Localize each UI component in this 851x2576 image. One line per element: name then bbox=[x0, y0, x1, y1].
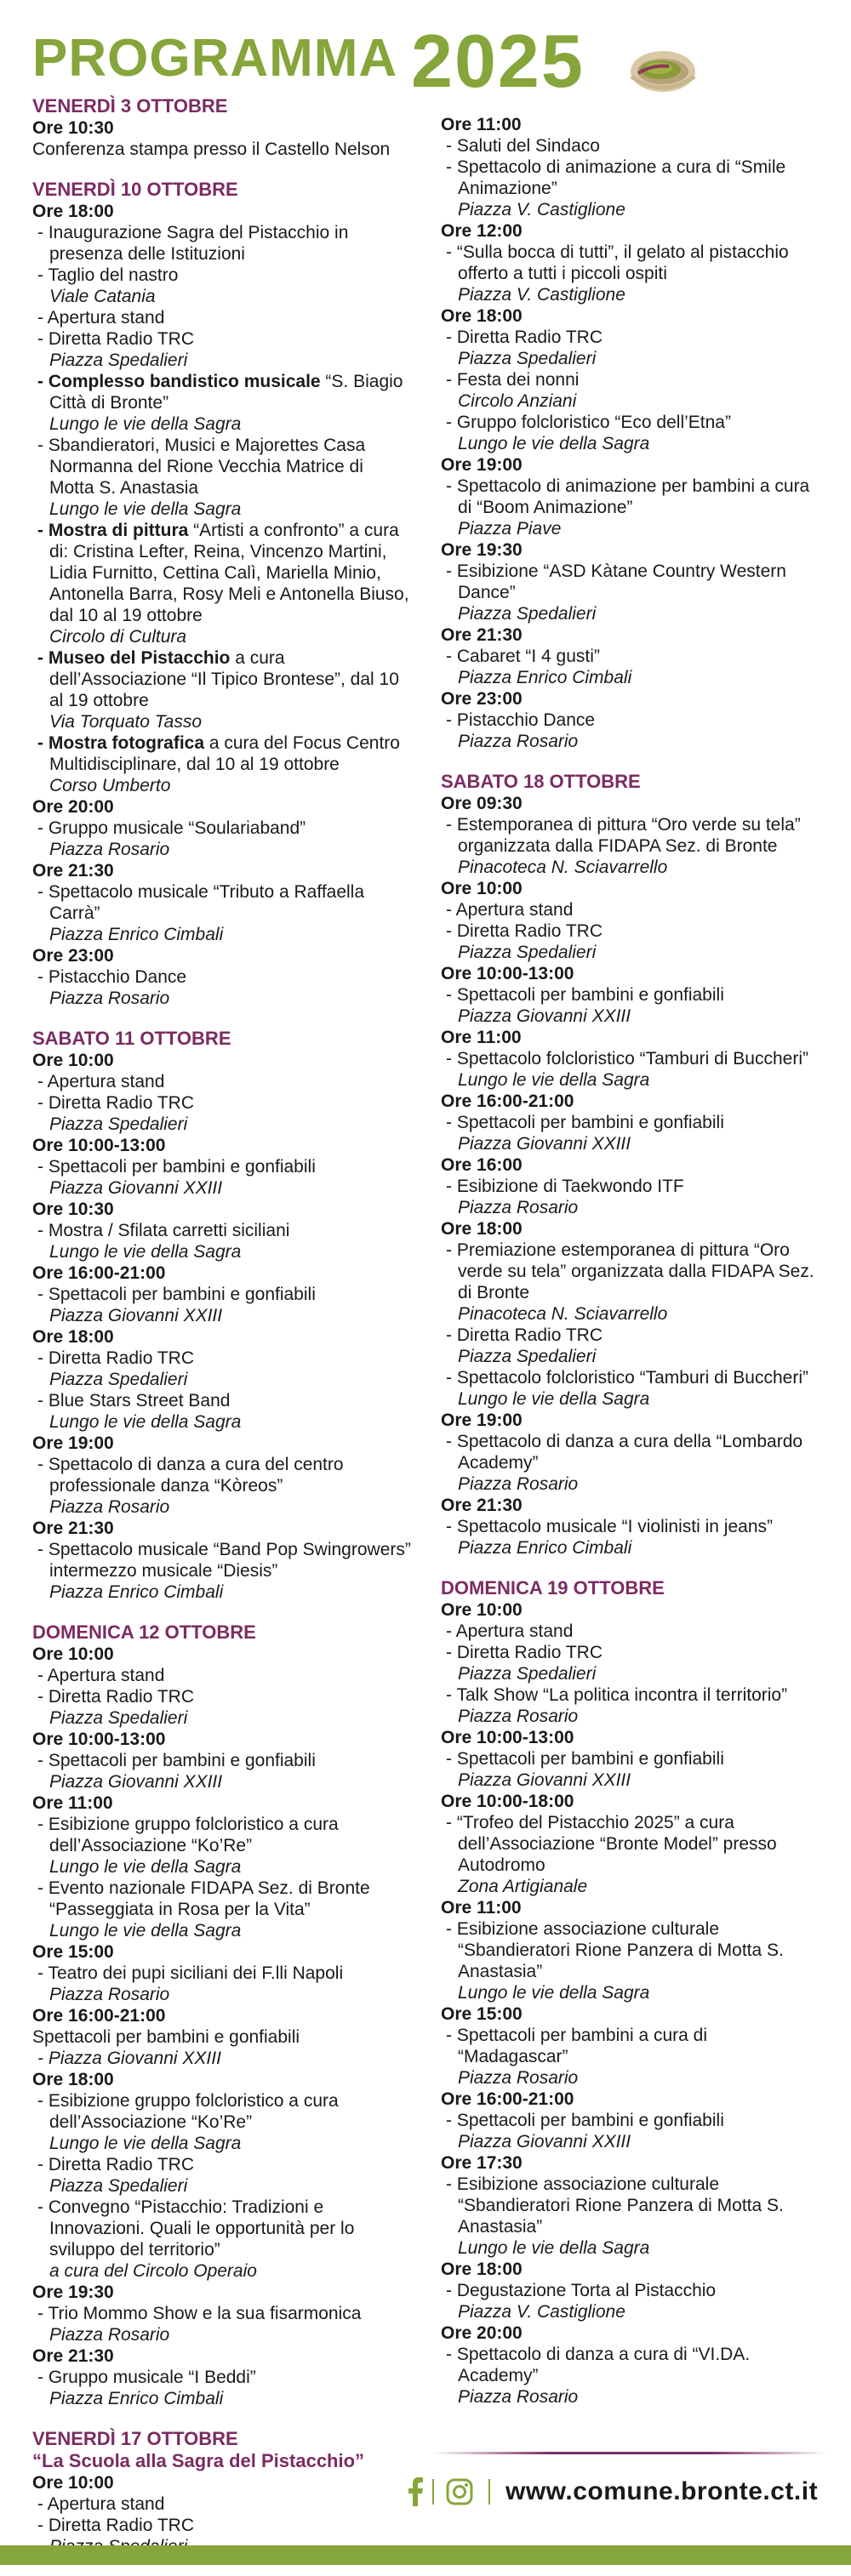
event-location: Piazza Giovanni XXIII bbox=[458, 1006, 631, 1026]
event-time: Ore 21:30 bbox=[32, 1519, 114, 1538]
event-location: Lungo le vie della Sagra bbox=[458, 1983, 650, 2003]
event-item: - Spettacoli per bambini e gonfiabili bbox=[446, 1113, 724, 1132]
event-location: Piazza Giovanni XXIII bbox=[458, 2132, 631, 2151]
event-location: Lungo le vie della Sagra bbox=[458, 434, 650, 453]
event-item: - Esibizione associazione culturale “Sbandieratori Rione Panzera di Motta S. Anastasia” bbox=[446, 2174, 784, 2237]
event-item: - Esibizione gruppo folcloristico a cura dell’Associazione “Ko’Re” bbox=[37, 2091, 339, 2132]
event-item: - Spettacoli per bambini e gonfiabili bbox=[446, 985, 724, 1005]
event-item: - Saluti del Sindaco bbox=[446, 136, 600, 156]
day-heading: VENERDÌ 3 OTTOBRE bbox=[32, 95, 228, 117]
event-time: Ore 18:00 bbox=[32, 202, 114, 221]
event-time: Ore 11:00 bbox=[441, 115, 522, 134]
day-subtitle: “La Scuola alla Sagra del Pistacchio” bbox=[32, 2450, 365, 2471]
event-time: Ore 20:00 bbox=[32, 797, 114, 817]
event-location: Pinacoteca N. Sciavarrello bbox=[458, 1304, 668, 1324]
instagram-icon[interactable] bbox=[446, 2478, 473, 2505]
event-time: Ore 17:30 bbox=[441, 2153, 523, 2173]
event-item: - Gruppo musicale “Soulariaband” bbox=[37, 818, 306, 838]
event-time: Ore 19:00 bbox=[32, 1433, 114, 1453]
right-column bbox=[441, 114, 820, 2426]
event-item: - Diretta Radio TRC bbox=[37, 2155, 194, 2174]
page-year: 2025 bbox=[411, 19, 585, 103]
footer-separator bbox=[432, 2479, 434, 2505]
day-heading: VENERDÌ 17 OTTOBRE bbox=[32, 2428, 238, 2449]
event-time: Ore 10:00-13:00 bbox=[441, 964, 574, 983]
event-time: Ore 10:00 bbox=[32, 1051, 114, 1070]
event-location: Lungo le vie della Sagra bbox=[458, 1389, 650, 1409]
facebook-icon[interactable] bbox=[407, 2477, 424, 2506]
event-location: Piazza Enrico Cimbali bbox=[49, 925, 224, 944]
event-location: Lungo le vie della Sagra bbox=[458, 2238, 650, 2258]
day-section bbox=[441, 771, 820, 1559]
event-item: - Diretta Radio TRC bbox=[446, 1643, 603, 1662]
left-column bbox=[32, 95, 411, 2576]
event-location: Piazza Rosario bbox=[49, 840, 170, 859]
event-item: - Piazza Giovanni XXIII bbox=[37, 2049, 221, 2068]
event-item: - Trio Mommo Show e la sua fisarmonica bbox=[37, 2304, 362, 2323]
day-section bbox=[32, 1028, 411, 1603]
event-highlight: - Complesso bandistico musicale bbox=[37, 372, 321, 391]
event-item: - Diretta Radio TRC bbox=[37, 1687, 194, 1707]
event-text: a cura dell’Associazione “Il Tipico Brontese”, dal 10 al 19 ottobre bbox=[49, 648, 399, 710]
event-time: Ore 11:00 bbox=[441, 1028, 522, 1047]
event-time: Ore 18:00 bbox=[441, 2260, 523, 2279]
event-highlight: - Mostra fotografica bbox=[37, 733, 205, 753]
event-location: Lungo le vie della Sagra bbox=[49, 1242, 242, 1262]
event-time: Ore 16:00 bbox=[441, 1155, 523, 1175]
event-time: Ore 09:30 bbox=[441, 794, 523, 813]
event-item: - Spettacoli per bambini e gonfiabili bbox=[446, 2111, 724, 2130]
event-item bbox=[32, 647, 411, 711]
event-time: Ore 11:00 bbox=[441, 1898, 522, 1918]
event-item: - Spettacolo di danza a cura di “VI.DA. Academy” bbox=[446, 2345, 751, 2385]
event-location: Piazza Rosario bbox=[458, 1474, 579, 1494]
event-item: - Apertura stand bbox=[446, 900, 574, 920]
event-time: Ore 23:00 bbox=[441, 689, 523, 709]
event-item: - Spettacoli per bambini e gonfiabili bbox=[37, 1157, 316, 1177]
event-time: Ore 10:00 bbox=[32, 2473, 114, 2493]
event-time: Ore 18:00 bbox=[32, 2070, 114, 2089]
event-text: “S. Biagio Città di Bronte” bbox=[49, 372, 403, 413]
event-location: Lungo le vie della Sagra bbox=[49, 499, 242, 519]
event-highlight: - Mostra di pittura bbox=[37, 521, 189, 540]
event-location: Piazza V. Castiglione bbox=[458, 200, 625, 219]
event-location: Lungo le vie della Sagra bbox=[49, 1921, 242, 1941]
event-location: Lungo le vie della Sagra bbox=[49, 1857, 242, 1877]
event-item: - Talk Show “La politica incontra il territorio” bbox=[446, 1685, 788, 1705]
event-location: Piazza V. Castiglione bbox=[458, 2302, 625, 2322]
event-time: Ore 19:00 bbox=[441, 455, 523, 475]
event-time: Ore 10:00-13:00 bbox=[32, 1730, 166, 1749]
day-section bbox=[32, 1621, 411, 2409]
event-item: Spettacoli per bambini e gonfiabili bbox=[32, 2027, 300, 2047]
event-item: - Spettacoli per bambini e gonfiabili bbox=[37, 1285, 316, 1304]
event-time: Ore 10:30 bbox=[32, 1200, 114, 1219]
website-link[interactable]: www.comune.bronte.ct.it bbox=[505, 2477, 819, 2505]
day-heading: VENERDÌ 10 OTTOBRE bbox=[32, 179, 238, 200]
event-location: Piazza Enrico Cimbali bbox=[458, 1538, 632, 1558]
event-location: Piazza Giovanni XXIII bbox=[49, 1178, 223, 1198]
event-location: Piazza Spedalieri bbox=[49, 350, 188, 370]
event-time: Ore 15:00 bbox=[441, 2004, 523, 2024]
event-time: Ore 21:30 bbox=[441, 1496, 523, 1515]
event-time: Ore 16:00-21:00 bbox=[441, 1091, 574, 1111]
event-time: Ore 18:00 bbox=[32, 1327, 114, 1347]
event-item: - Spettacolo di danza a cura della “Lombardo Academy” bbox=[446, 1432, 803, 1473]
event-location: Piazza Rosario bbox=[458, 1707, 579, 1726]
event-item: - Spettacolo musicale “I violinisti in jeans” bbox=[446, 1517, 773, 1536]
event-item: - Spettacolo di danza a cura del centro professionale danza “Kòreos” bbox=[37, 1455, 344, 1496]
event-item: - Esibizione associazione culturale “Sbandieratori Rione Panzera di Motta S. Anastasia” bbox=[446, 1919, 784, 1981]
event-item: - Diretta Radio TRC bbox=[446, 921, 603, 941]
event-item: - Taglio del nastro bbox=[37, 265, 179, 285]
event-time: Ore 10:00 bbox=[441, 1600, 523, 1620]
event-location: Piazza V. Castiglione bbox=[458, 285, 625, 305]
event-location: Piazza Piave bbox=[458, 519, 562, 539]
event-item: - Diretta Radio TRC bbox=[446, 1325, 603, 1345]
event-location: Piazza Rosario bbox=[49, 1985, 170, 2004]
day-section bbox=[32, 179, 411, 1009]
event-item: - Spettacolo di animazione a cura di “Smile Animazione” bbox=[446, 157, 786, 198]
event-item: - Sbandieratori, Musici e Majorettes Casa Normanna del Rione Vecchia Matrice di Motta S. Anastasia bbox=[37, 436, 366, 498]
event-location: Piazza Rosario bbox=[458, 732, 579, 751]
event-location: Zona Artigianale bbox=[458, 1877, 588, 1896]
event-item: - Apertura stand bbox=[37, 2494, 165, 2514]
day-section bbox=[32, 2428, 411, 2557]
event-item: - “Sulla bocca di tutti”, il gelato al pistacchio offerto a tutti i piccoli ospiti bbox=[446, 242, 789, 283]
event-item: - Degustazione Torta al Pistacchio bbox=[446, 2281, 717, 2300]
event-time: Ore 10:00-18:00 bbox=[441, 1792, 574, 1811]
event-item: - Esibizione di Taekwondo ITF bbox=[446, 1177, 684, 1196]
event-item: - Teatro dei pupi siciliani dei F.lli Napoli bbox=[37, 1963, 344, 1983]
event-location: Piazza Spedalieri bbox=[458, 1664, 597, 1684]
event-time: Ore 23:00 bbox=[32, 946, 114, 966]
event-location: Lungo le vie della Sagra bbox=[458, 1070, 650, 1090]
event-item: - Premiazione estemporanea di pittura “Oro verde su tela” organizzata dalla FIDAPA Sez. di Bronte bbox=[446, 1240, 814, 1302]
day-heading: SABATO 11 OTTOBRE bbox=[32, 1028, 231, 1049]
event-location: Piazza Rosario bbox=[458, 2068, 579, 2088]
event-location: Piazza Spedalieri bbox=[49, 1708, 188, 1728]
page-title: PROGRAMMA bbox=[32, 29, 398, 88]
event-text: a cura del Focus Centro Multidisciplinare, dal 10 al 19 ottobre bbox=[49, 733, 400, 774]
event-item bbox=[32, 520, 411, 626]
event-item: - Spettacolo musicale “Tributo a Raffaella Carrà” bbox=[37, 882, 365, 923]
event-location: Piazza Rosario bbox=[49, 2325, 170, 2345]
event-location: Piazza Giovanni XXIII bbox=[458, 1770, 631, 1790]
event-location: a cura del Circolo Operaio bbox=[49, 2261, 257, 2281]
event-item: - Festa dei nonni bbox=[446, 370, 580, 390]
day-heading: DOMENICA 12 OTTOBRE bbox=[32, 1621, 256, 1643]
event-location: Piazza Spedalieri bbox=[49, 1114, 188, 1134]
event-time: Ore 16:00-21:00 bbox=[32, 1263, 166, 1283]
event-item: - Diretta Radio TRC bbox=[37, 1348, 194, 1368]
event-time: Ore 21:30 bbox=[32, 861, 114, 881]
event-item: - Gruppo folcloristico “Eco dell’Etna” bbox=[446, 413, 731, 432]
day-section bbox=[441, 114, 820, 752]
event-location: Pinacoteca N. Sciavarrello bbox=[458, 858, 668, 877]
event-location: Viale Catania bbox=[49, 287, 156, 306]
event-item: - Spettacoli per bambini a cura di “Madagascar” bbox=[446, 2026, 707, 2066]
event-item: - Spettacolo folcloristico “Tamburi di Buccheri” bbox=[446, 1049, 808, 1069]
event-location: Piazza Spedalieri bbox=[458, 349, 597, 368]
event-text: “Artisti a confronto” a cura di: Cristina Lefter, Reina, Vincenzo Martini, Lidia Furnitto, Cettina Calì, Mariella Minio, Antonella Barra, Rosy Meli e Antonella Biuso, dal 10 al 19 ottobre bbox=[49, 521, 409, 625]
event-item: - Apertura stand bbox=[37, 1072, 165, 1091]
event-time: Ore 19:30 bbox=[32, 2282, 114, 2302]
event-location: Piazza Spedalieri bbox=[49, 1370, 188, 1389]
event-item: Conferenza stampa presso il Castello Nelson bbox=[32, 140, 391, 159]
event-location: Corso Umberto bbox=[49, 776, 171, 795]
event-item: - Esibizione gruppo folcloristico a cura dell’Associazione “Ko’Re” bbox=[37, 1815, 339, 1855]
event-time: Ore 16:00-21:00 bbox=[441, 2089, 574, 2109]
event-item: - Diretta Radio TRC bbox=[37, 1093, 194, 1113]
event-time: Ore 16:00-21:00 bbox=[32, 2006, 166, 2026]
event-item: - Diretta Radio TRC bbox=[37, 329, 194, 349]
event-location: Piazza Giovanni XXIII bbox=[49, 1772, 223, 1792]
event-location: Piazza Giovanni XXIII bbox=[49, 1306, 223, 1325]
event-time: Ore 20:00 bbox=[441, 2323, 523, 2343]
event-item: - Pistacchio Dance bbox=[37, 967, 187, 987]
event-item: - Estemporanea di pittura “Oro verde su tela” organizzata dalla FIDAPA Sez. di Bronte bbox=[446, 815, 801, 856]
event-location: Piazza Rosario bbox=[458, 2387, 579, 2407]
event-location: Piazza Spedalieri bbox=[49, 2176, 188, 2196]
event-location: Via Torquato Tasso bbox=[49, 712, 203, 732]
footer bbox=[407, 2474, 832, 2510]
event-time: Ore 10:00-13:00 bbox=[441, 1728, 574, 1747]
event-location: Piazza Enrico Cimbali bbox=[49, 1582, 224, 1602]
bottom-bar bbox=[0, 2545, 851, 2565]
event-time: Ore 10:30 bbox=[32, 118, 114, 138]
event-item: - Spettacoli per bambini e gonfiabili bbox=[446, 1749, 724, 1769]
event-time: Ore 21:30 bbox=[32, 2346, 114, 2366]
event-highlight: - Museo del Pistacchio bbox=[37, 648, 231, 668]
day-section bbox=[32, 95, 411, 160]
event-location: Piazza Rosario bbox=[458, 1198, 579, 1217]
event-item bbox=[32, 371, 411, 413]
event-item: - Spettacolo di animazione per bambini a cura di “Boom Animazione” bbox=[446, 476, 810, 517]
event-item: - Pistacchio Dance bbox=[446, 710, 596, 730]
event-location: Piazza Rosario bbox=[49, 1497, 170, 1517]
event-time: Ore 18:00 bbox=[441, 306, 523, 326]
event-item: - Spettacolo musicale “Band Pop Swingrowers” intermezzo musicale “Diesis” bbox=[37, 1540, 411, 1581]
event-time: Ore 10:00 bbox=[441, 879, 523, 898]
event-location: Lungo le vie della Sagra bbox=[49, 1412, 242, 1432]
day-section bbox=[441, 1577, 820, 2408]
event-time: Ore 12:00 bbox=[441, 221, 523, 241]
event-location: Lungo le vie della Sagra bbox=[49, 2134, 242, 2153]
event-location: Piazza Spedalieri bbox=[458, 943, 597, 962]
event-item: - Apertura stand bbox=[446, 1621, 574, 1641]
event-item: - Diretta Radio TRC bbox=[446, 328, 603, 347]
event-location: Piazza Spedalieri bbox=[458, 604, 597, 624]
event-time: Ore 18:00 bbox=[441, 1219, 523, 1239]
event-location: Circolo Anziani bbox=[458, 391, 577, 411]
event-time: Ore 10:00 bbox=[32, 1644, 114, 1664]
day-heading: DOMENICA 19 OTTOBRE bbox=[441, 1577, 665, 1599]
event-time: Ore 15:00 bbox=[32, 1942, 114, 1962]
day-heading: SABATO 18 OTTOBRE bbox=[441, 771, 641, 792]
event-item: - Convegno “Pistacchio: Tradizioni e Innovazioni. Quali le opportunità per lo sviluppo del territorio” bbox=[37, 2197, 355, 2260]
event-location: Piazza Spedalieri bbox=[458, 1347, 597, 1366]
event-item: - Apertura stand bbox=[37, 1666, 165, 1685]
event-time: Ore 10:00-13:00 bbox=[32, 1136, 166, 1155]
event-location: Piazza Rosario bbox=[49, 989, 170, 1008]
pistachio-icon bbox=[626, 39, 700, 99]
event-item: - Blue Stars Street Band bbox=[37, 1391, 231, 1411]
event-item: - Inaugurazione Sagra del Pistacchio in presenza delle Istituzioni bbox=[37, 223, 349, 264]
event-time: Ore 19:00 bbox=[441, 1411, 523, 1430]
event-item: - Evento nazionale FIDAPA Sez. di Bronte “Passeggiata in Rosa per la Vita” bbox=[37, 1878, 370, 1919]
page-header bbox=[32, 19, 832, 103]
event-time: Ore 21:30 bbox=[441, 625, 523, 645]
event-item: - Gruppo musicale “I Beddi” bbox=[37, 2368, 256, 2387]
event-item: - Mostra / Sfilata carretti siciliani bbox=[37, 1221, 290, 1240]
event-item: - Cabaret “I 4 gusti” bbox=[446, 647, 600, 666]
event-time: Ore 11:00 bbox=[32, 1793, 113, 1813]
event-item: - “Trofeo del Pistacchio 2025” a cura dell’Associazione “Bronte Model” presso Autodromo bbox=[446, 1813, 777, 1875]
event-time: Ore 19:30 bbox=[441, 540, 523, 560]
event-item: - Apertura stand bbox=[37, 308, 165, 328]
event-location: Lungo le vie della Sagra bbox=[49, 414, 242, 434]
event-location: Circolo di Cultura bbox=[49, 627, 187, 647]
footer-divider bbox=[432, 2452, 827, 2454]
event-location: Piazza Enrico Cimbali bbox=[49, 2389, 224, 2408]
event-location: Piazza Enrico Cimbali bbox=[458, 668, 632, 687]
event-item: - Spettacolo folcloristico “Tamburi di Buccheri” bbox=[446, 1368, 808, 1388]
event-location: Piazza Giovanni XXIII bbox=[458, 1134, 631, 1154]
event-item: - Spettacoli per bambini e gonfiabili bbox=[37, 1751, 316, 1770]
footer-separator bbox=[488, 2479, 490, 2505]
event-item: - Esibizione “ASD Kàtane Country Western Dance” bbox=[446, 561, 786, 602]
event-item: - Diretta Radio TRC bbox=[37, 2516, 194, 2535]
event-item bbox=[32, 732, 411, 775]
